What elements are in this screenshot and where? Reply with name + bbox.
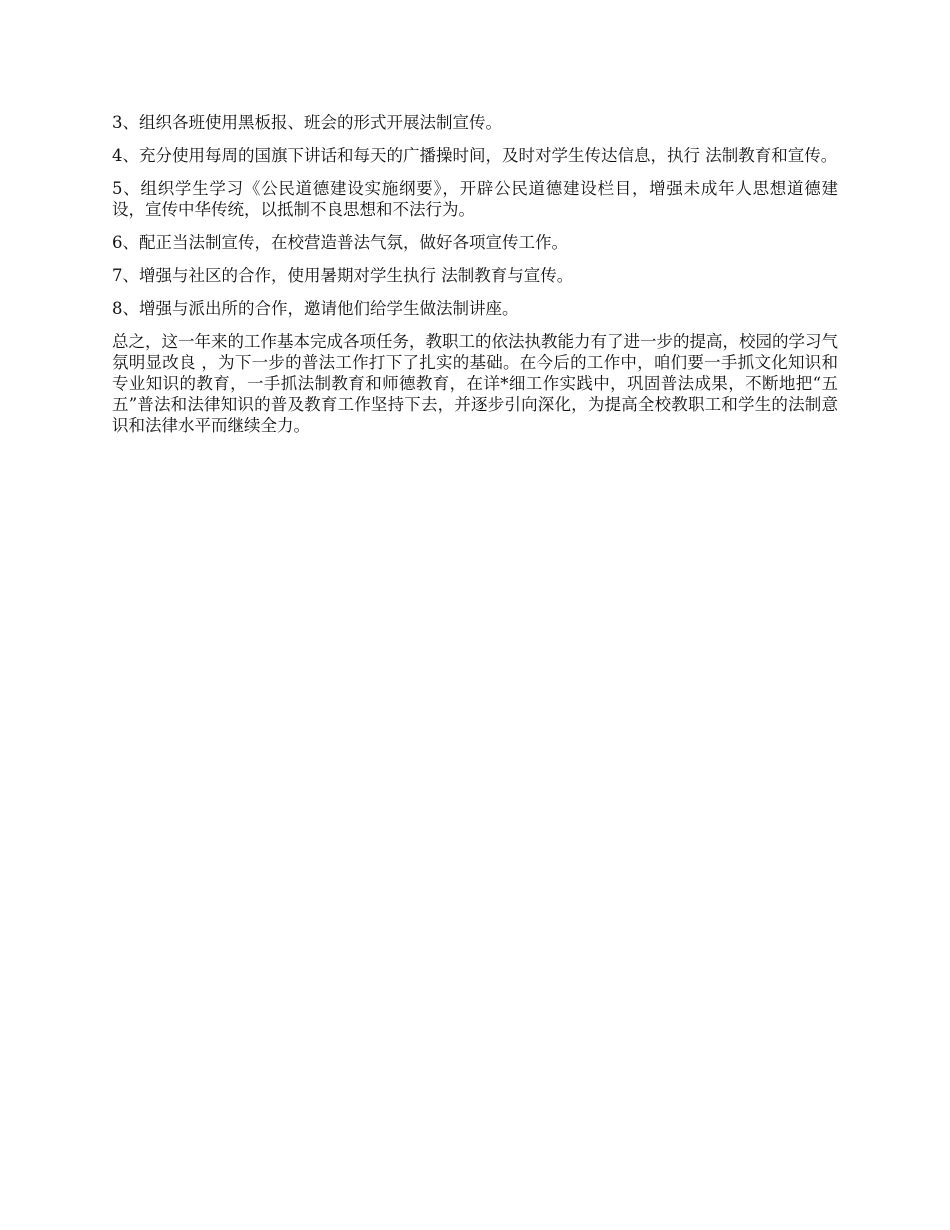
list-item-8: 8、增强与派出所的合作，邀请他们给学生做法制讲座。 xyxy=(112,299,519,318)
document-body xyxy=(112,112,838,448)
list-item-4: 4、充分使用每周的国旗下讲话和每天的广播操时间，及时对学生传达信息，执行 法制教育和宣传。 xyxy=(112,146,838,165)
list-item-6: 6、配正当法制宣传，在校营造普法气氛，做好各项宣传工作。 xyxy=(112,233,568,252)
list-item-3: 3、组织各班使用黑板报、班会的形式开展法制宣传。 xyxy=(112,113,502,132)
list-item-7: 7、增强与社区的合作，使用暑期对学生执行 法制教育与宣传。 xyxy=(112,266,574,285)
list-item-5: 5、组织学生学习《公民道德建设实施纲要》，开辟公民道德建设栏目，增强未成年人思想道德建设，宣传中华传统，以抵制不良思想和不法行为。 xyxy=(112,179,838,219)
summary-paragraph: 总之，这一年来的工作基本完成各项任务，教职工的依法执教能力有了进一步的提高，校园的学习气氛明显改良 ，为下一步的普法工作打下了扎实的基础。在今后的工作中，咱们要一手抓文化知识和专业知识的教育，一手抓法制教育和师德教育，在详*细工作实践中，巩固普法成果，不断地把“五五”普法和法律知识的普及教育工作坚持下去，并逐步引向深化，为提高全校教职工和学生的法制意识和法律水平而继续全力。 xyxy=(112,332,838,435)
